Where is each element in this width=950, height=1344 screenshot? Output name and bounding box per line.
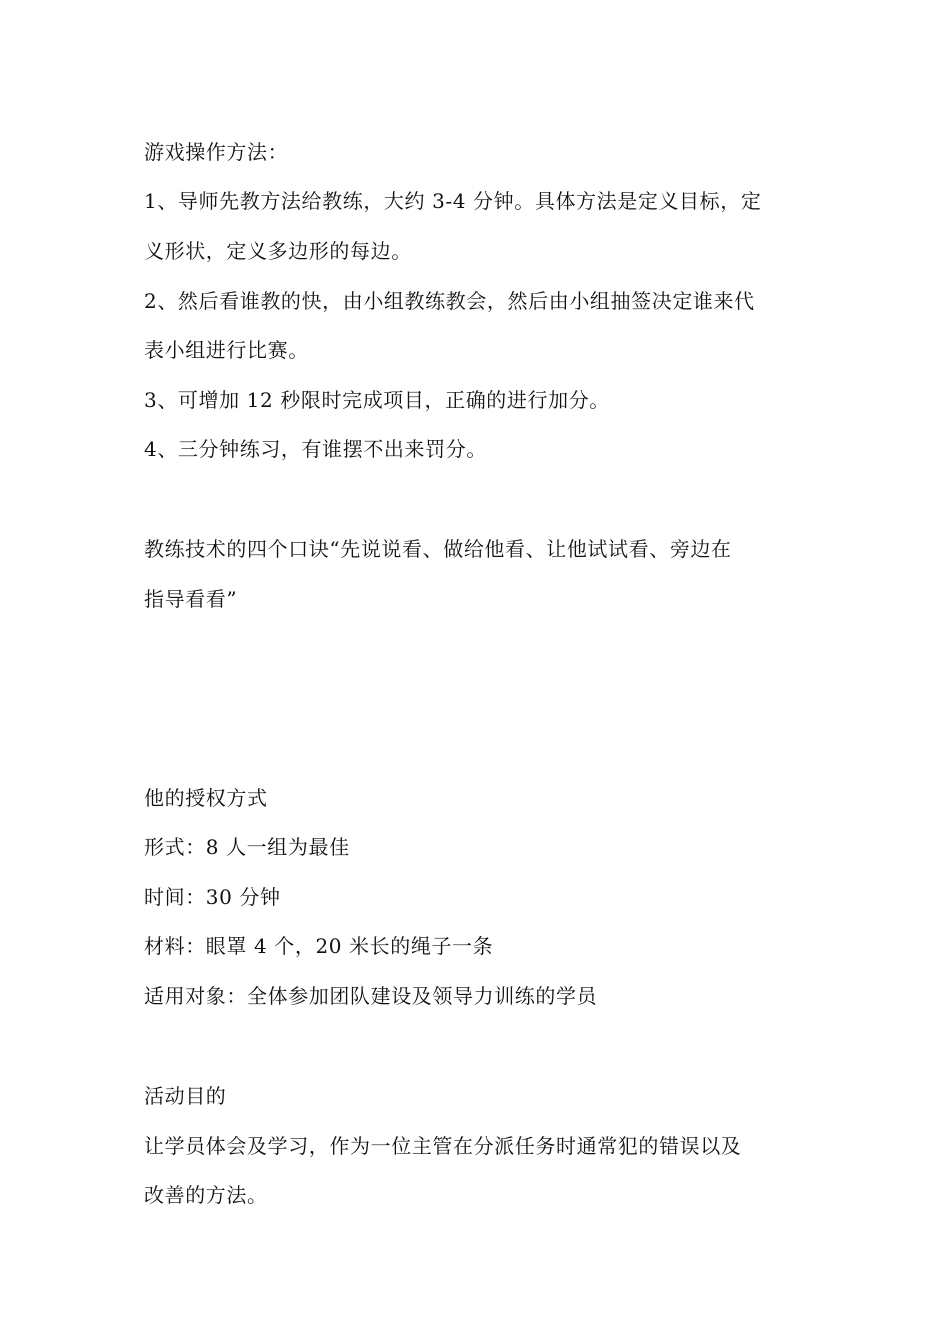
purpose-line-2: 改善的方法。	[144, 1183, 268, 1207]
materials-line: 材料：眼罩 4 个，20 米长的绳子一条	[144, 934, 494, 958]
slogan-line-2: 指导看看”	[144, 587, 238, 611]
format-line: 形式：8 人一组为最佳	[144, 835, 350, 859]
time-line: 时间：30 分钟	[144, 885, 281, 909]
step-3: 3、可增加 12 秒限时完成项目，正确的进行加分。	[144, 388, 610, 412]
slogan-line-1: 教练技术的四个口诀“先说说看、做给他看、让他试试看、旁边在	[144, 537, 732, 561]
purpose-line-1: 让学员体会及学习，作为一位主管在分派任务时通常犯的错误以及	[144, 1134, 742, 1158]
section-heading-game-method: 游戏操作方法：	[144, 140, 289, 164]
step-2-line-2: 表小组进行比赛。	[144, 338, 309, 362]
audience-line: 适用对象：全体参加团队建设及领导力训练的学员	[144, 984, 598, 1008]
section-title-authorization: 他的授权方式	[144, 786, 268, 810]
step-4: 4、三分钟练习，有谁摆不出来罚分。	[144, 437, 487, 461]
step-1-line-1: 1、导师先教方法给教练，大约 3-4 分钟。具体方法是定义目标，定	[144, 189, 762, 213]
section-title-purpose: 活动目的	[144, 1084, 227, 1108]
step-1-line-2: 义形状，定义多边形的每边。	[144, 239, 412, 263]
step-2-line-1: 2、然后看谁教的快，由小组教练教会，然后由小组抽签决定谁来代	[144, 289, 755, 313]
